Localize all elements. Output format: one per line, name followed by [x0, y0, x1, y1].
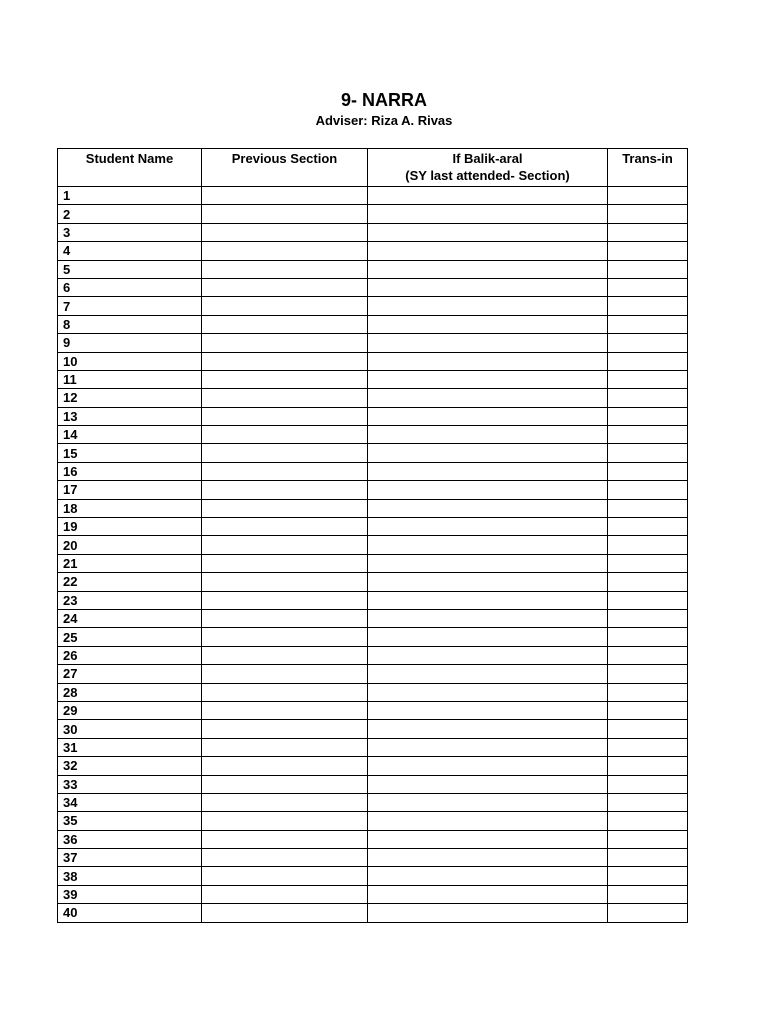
row-number: 4 [58, 242, 202, 260]
table-row [58, 849, 688, 867]
balik-aral-cell [368, 352, 608, 370]
table-row [58, 885, 688, 903]
previous-section-cell [202, 223, 368, 241]
table-row [58, 867, 688, 885]
trans-in-cell [608, 830, 688, 848]
trans-in-cell [608, 591, 688, 609]
table-row [58, 665, 688, 683]
row-number: 27 [58, 665, 202, 683]
row-number: 40 [58, 904, 202, 922]
balik-aral-cell [368, 370, 608, 388]
table-row [58, 352, 688, 370]
table-row [58, 738, 688, 756]
row-number: 24 [58, 609, 202, 627]
previous-section-cell [202, 426, 368, 444]
row-number: 38 [58, 867, 202, 885]
table-row [58, 242, 688, 260]
row-number: 31 [58, 738, 202, 756]
row-number: 3 [58, 223, 202, 241]
balik-aral-cell [368, 793, 608, 811]
row-number: 25 [58, 628, 202, 646]
previous-section-cell [202, 462, 368, 480]
table-header-row [58, 149, 688, 187]
row-number: 2 [58, 205, 202, 223]
previous-section-cell [202, 242, 368, 260]
balik-aral-cell [368, 812, 608, 830]
row-number: 8 [58, 315, 202, 333]
previous-section-cell [202, 297, 368, 315]
row-number: 26 [58, 646, 202, 664]
table-row [58, 481, 688, 499]
previous-section-cell [202, 867, 368, 885]
header-balik-aral-line1: If Balik-aral [452, 151, 523, 166]
table-row [58, 315, 688, 333]
trans-in-cell [608, 885, 688, 903]
trans-in-cell [608, 426, 688, 444]
previous-section-cell [202, 554, 368, 572]
trans-in-cell [608, 793, 688, 811]
row-number: 39 [58, 885, 202, 903]
trans-in-cell [608, 849, 688, 867]
previous-section-cell [202, 720, 368, 738]
balik-aral-cell [368, 628, 608, 646]
trans-in-cell [608, 278, 688, 296]
table-row [58, 757, 688, 775]
balik-aral-cell [368, 536, 608, 554]
row-number: 21 [58, 554, 202, 572]
balik-aral-cell [368, 738, 608, 756]
balik-aral-cell [368, 683, 608, 701]
row-number: 35 [58, 812, 202, 830]
previous-section-cell [202, 591, 368, 609]
table-row [58, 830, 688, 848]
previous-section-cell [202, 793, 368, 811]
previous-section-cell [202, 352, 368, 370]
table-row [58, 278, 688, 296]
table-row [58, 297, 688, 315]
trans-in-cell [608, 499, 688, 517]
balik-aral-cell [368, 849, 608, 867]
table-row [58, 683, 688, 701]
previous-section-cell [202, 573, 368, 591]
trans-in-cell [608, 683, 688, 701]
trans-in-cell [608, 554, 688, 572]
table-row [58, 536, 688, 554]
row-number: 15 [58, 444, 202, 462]
trans-in-cell [608, 370, 688, 388]
table-row [58, 904, 688, 922]
adviser-line: Adviser: Riza A. Rivas [315, 113, 453, 128]
previous-section-cell [202, 278, 368, 296]
trans-in-cell [608, 628, 688, 646]
trans-in-cell [608, 573, 688, 591]
previous-section-cell [202, 518, 368, 536]
row-number: 20 [58, 536, 202, 554]
row-number: 10 [58, 352, 202, 370]
previous-section-cell [202, 849, 368, 867]
row-number: 22 [58, 573, 202, 591]
balik-aral-cell [368, 260, 608, 278]
row-number: 30 [58, 720, 202, 738]
trans-in-cell [608, 867, 688, 885]
trans-in-cell [608, 536, 688, 554]
balik-aral-cell [368, 205, 608, 223]
balik-aral-cell [368, 591, 608, 609]
previous-section-cell [202, 389, 368, 407]
previous-section-cell [202, 646, 368, 664]
trans-in-cell [608, 738, 688, 756]
header-balik-aral [368, 149, 608, 187]
balik-aral-cell [368, 187, 608, 205]
trans-in-cell [608, 665, 688, 683]
row-number: 36 [58, 830, 202, 848]
balik-aral-cell [368, 904, 608, 922]
row-number: 34 [58, 793, 202, 811]
table-row [58, 370, 688, 388]
balik-aral-cell [368, 573, 608, 591]
row-number: 11 [58, 370, 202, 388]
balik-aral-cell [368, 407, 608, 425]
table-row [58, 334, 688, 352]
row-number: 17 [58, 481, 202, 499]
previous-section-cell [202, 481, 368, 499]
previous-section-cell [202, 775, 368, 793]
previous-section-cell [202, 738, 368, 756]
table-row [58, 609, 688, 627]
table-row [58, 444, 688, 462]
previous-section-cell [202, 665, 368, 683]
balik-aral-cell [368, 830, 608, 848]
previous-section-cell [202, 757, 368, 775]
trans-in-cell [608, 518, 688, 536]
trans-in-cell [608, 334, 688, 352]
trans-in-cell [608, 297, 688, 315]
previous-section-cell [202, 370, 368, 388]
table-row [58, 812, 688, 830]
previous-section-cell [202, 187, 368, 205]
balik-aral-cell [368, 885, 608, 903]
row-number: 18 [58, 499, 202, 517]
previous-section-cell [202, 812, 368, 830]
row-number: 12 [58, 389, 202, 407]
balik-aral-cell [368, 426, 608, 444]
balik-aral-cell [368, 775, 608, 793]
trans-in-cell [608, 757, 688, 775]
row-number: 19 [58, 518, 202, 536]
table-row [58, 628, 688, 646]
row-number: 9 [58, 334, 202, 352]
balik-aral-cell [368, 701, 608, 719]
previous-section-cell [202, 701, 368, 719]
trans-in-cell [608, 260, 688, 278]
balik-aral-cell [368, 481, 608, 499]
balik-aral-cell [368, 444, 608, 462]
balik-aral-cell [368, 297, 608, 315]
trans-in-cell [608, 812, 688, 830]
table-row [58, 793, 688, 811]
table-row [58, 591, 688, 609]
balik-aral-cell [368, 462, 608, 480]
balik-aral-cell [368, 757, 608, 775]
row-number: 6 [58, 278, 202, 296]
table-row [58, 260, 688, 278]
table-row [58, 389, 688, 407]
table-row [58, 499, 688, 517]
balik-aral-cell [368, 720, 608, 738]
row-number: 16 [58, 462, 202, 480]
trans-in-cell [608, 407, 688, 425]
trans-in-cell [608, 242, 688, 260]
table-row [58, 573, 688, 591]
header-previous-section: Previous Section [202, 149, 368, 187]
trans-in-cell [608, 775, 688, 793]
table-row [58, 223, 688, 241]
balik-aral-cell [368, 242, 608, 260]
table-row [58, 187, 688, 205]
previous-section-cell [202, 683, 368, 701]
row-number: 33 [58, 775, 202, 793]
trans-in-cell [608, 223, 688, 241]
previous-section-cell [202, 628, 368, 646]
trans-in-cell [608, 481, 688, 499]
table-row [58, 720, 688, 738]
previous-section-cell [202, 444, 368, 462]
previous-section-cell [202, 499, 368, 517]
row-number: 29 [58, 701, 202, 719]
balik-aral-cell [368, 223, 608, 241]
trans-in-cell [608, 609, 688, 627]
balik-aral-cell [368, 646, 608, 664]
balik-aral-cell [368, 867, 608, 885]
student-roster-table [57, 148, 688, 923]
trans-in-cell [608, 646, 688, 664]
row-number: 23 [58, 591, 202, 609]
table-row [58, 407, 688, 425]
trans-in-cell [608, 187, 688, 205]
trans-in-cell [608, 389, 688, 407]
table-row [58, 518, 688, 536]
row-number: 13 [58, 407, 202, 425]
previous-section-cell [202, 536, 368, 554]
trans-in-cell [608, 352, 688, 370]
previous-section-cell [202, 315, 368, 333]
previous-section-cell [202, 334, 368, 352]
roster-body [58, 187, 688, 923]
balik-aral-cell [368, 554, 608, 572]
previous-section-cell [202, 830, 368, 848]
document-title: 9- NARRA [340, 90, 427, 110]
header-trans-in: Trans-in [608, 149, 688, 187]
previous-section-cell [202, 260, 368, 278]
previous-section-cell [202, 609, 368, 627]
balik-aral-cell [368, 665, 608, 683]
header-student-name: Student Name [58, 149, 202, 187]
table-row [58, 426, 688, 444]
balik-aral-cell [368, 278, 608, 296]
table-row [58, 701, 688, 719]
row-number: 14 [58, 426, 202, 444]
table-row [58, 462, 688, 480]
header-balik-aral-line2: (SY last attended- Section) [405, 168, 570, 183]
trans-in-cell [608, 904, 688, 922]
trans-in-cell [608, 205, 688, 223]
trans-in-cell [608, 462, 688, 480]
trans-in-cell [608, 701, 688, 719]
balik-aral-cell [368, 315, 608, 333]
table-row [58, 554, 688, 572]
row-number: 7 [58, 297, 202, 315]
trans-in-cell [608, 315, 688, 333]
table-row [58, 646, 688, 664]
table-row [58, 775, 688, 793]
row-number: 28 [58, 683, 202, 701]
balik-aral-cell [368, 609, 608, 627]
previous-section-cell [202, 205, 368, 223]
previous-section-cell [202, 407, 368, 425]
balik-aral-cell [368, 389, 608, 407]
row-number: 5 [58, 260, 202, 278]
trans-in-cell [608, 444, 688, 462]
row-number: 37 [58, 849, 202, 867]
row-number: 1 [58, 187, 202, 205]
previous-section-cell [202, 904, 368, 922]
balik-aral-cell [368, 499, 608, 517]
previous-section-cell [202, 885, 368, 903]
row-number: 32 [58, 757, 202, 775]
balik-aral-cell [368, 518, 608, 536]
table-row [58, 205, 688, 223]
balik-aral-cell [368, 334, 608, 352]
trans-in-cell [608, 720, 688, 738]
